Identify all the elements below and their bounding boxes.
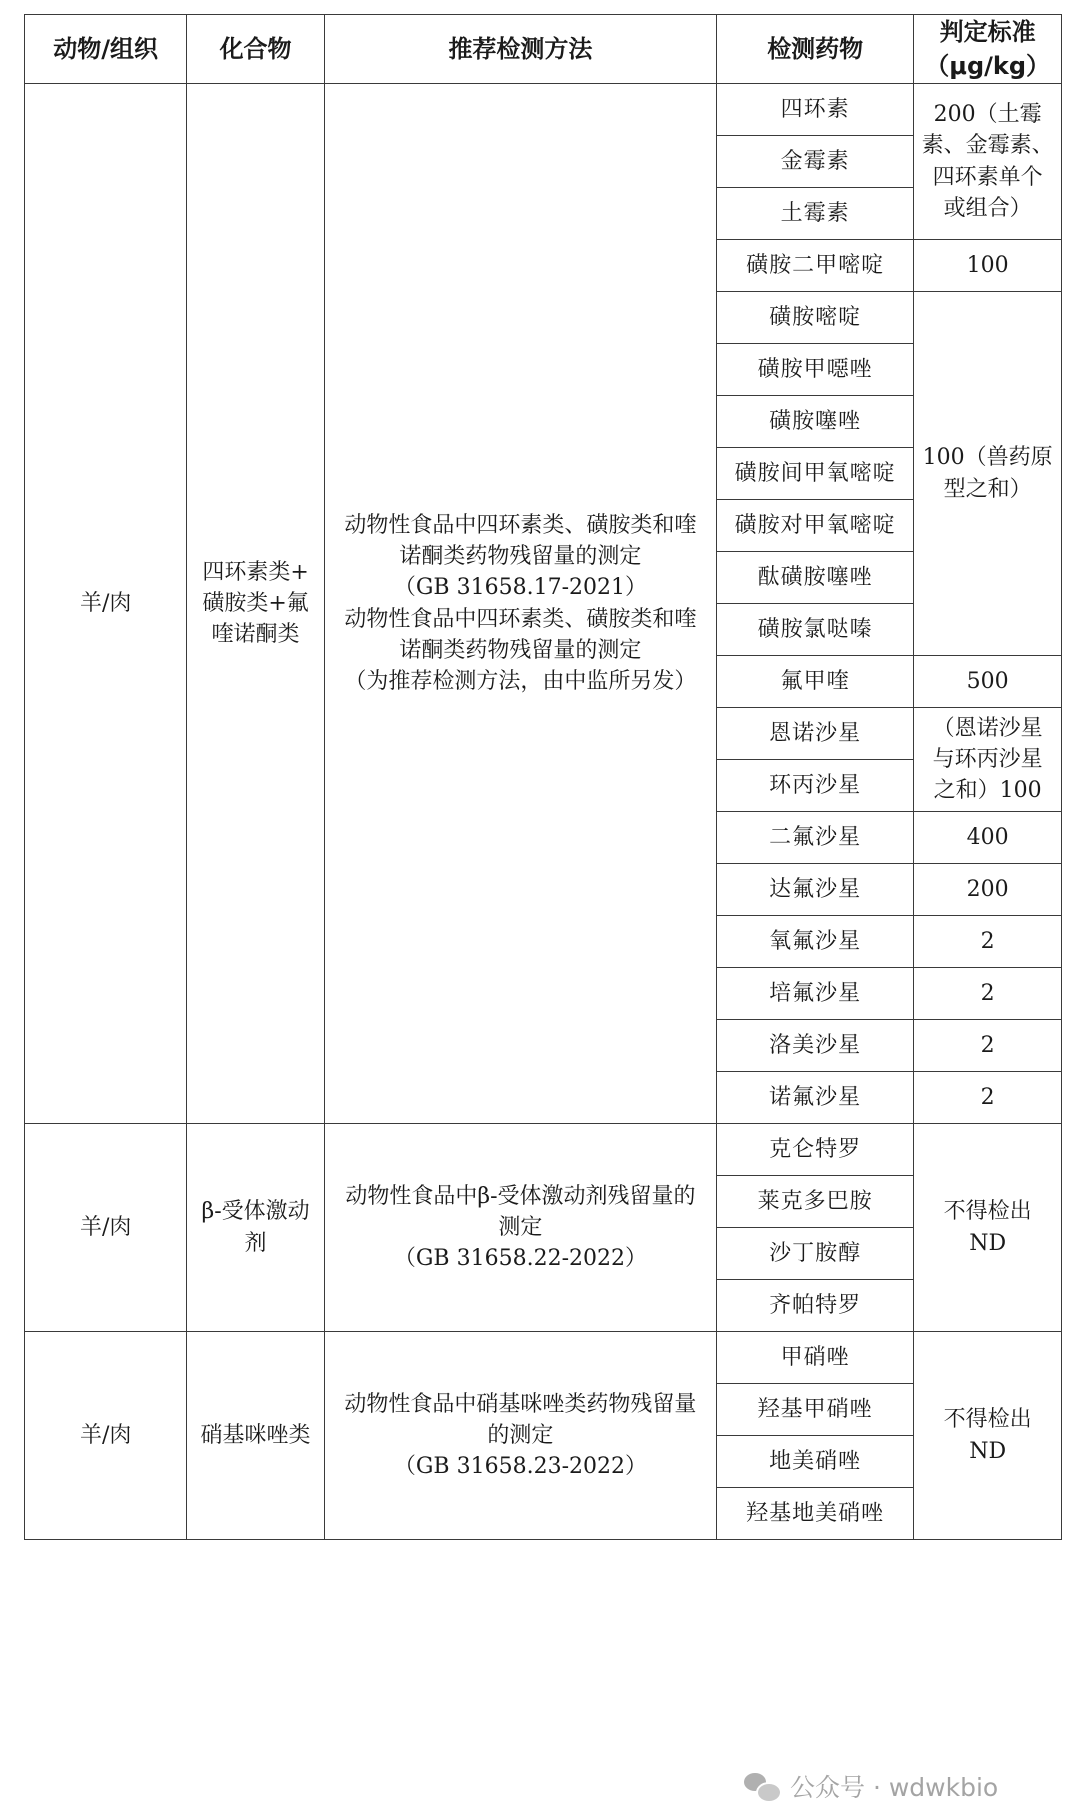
drug-cell: 达氟沙星 [717,864,914,916]
drug-cell: 克仑特罗 [717,1124,914,1176]
standard-cell: 200 [914,864,1062,916]
table-header-row [25,15,1062,84]
section1-compound [187,84,325,1124]
wechat-footer [744,1768,998,1804]
wechat-icon [744,1771,780,1801]
drug-cell: 磺胺二甲嘧啶 [717,240,914,292]
section2-compound-line: β-受体激动 [201,1199,310,1225]
section3-standard [914,1332,1062,1540]
standard-tetracyclines [914,84,1062,240]
section1-animal: 羊/肉 [25,84,187,1124]
table-row [25,84,1062,136]
standard-line: ND [969,1230,1007,1256]
standard-line: 不得检出 [943,1199,1032,1225]
standard-line: （恩诺沙星 [932,715,1043,741]
drug-cell: 洛美沙星 [717,1020,914,1072]
section1-method-line: 动物性食品中四环素类、磺胺类和喹 [344,606,697,632]
table-row [25,1332,1062,1384]
standard-cell: 2 [914,916,1062,968]
drug-cell: 四环素 [717,84,914,136]
section2-animal: 羊/肉 [25,1124,187,1332]
drug-cell: 磺胺甲噁唑 [717,344,914,396]
drug-cell: 羟基甲硝唑 [717,1384,914,1436]
drug-cell: 甲硝唑 [717,1332,914,1384]
section1-method-line: （GB 31658.17-2021） [393,575,647,601]
header-method: 推荐检测方法 [324,15,716,84]
section2-method-line: 动物性食品中β-受体激动剂残留量的 [345,1183,696,1209]
section2-compound-line: 剂 [244,1230,267,1256]
section1-method-line: 动物性食品中四环素类、磺胺类和喹 [344,512,697,538]
header-animal: 动物/组织 [25,15,187,84]
standard-line: 素、金霉素、 [921,133,1054,159]
standard-cell: 2 [914,1020,1062,1072]
standard-line: ND [969,1438,1007,1464]
drug-cell: 莱克多巴胺 [717,1176,914,1228]
drug-cell: 磺胺嘧啶 [717,292,914,344]
drug-cell: 环丙沙星 [717,760,914,812]
section3-method-line: 的测定 [487,1423,554,1449]
drug-cell: 齐帕特罗 [717,1280,914,1332]
section3-compound: 硝基咪唑类 [187,1332,325,1540]
header-standard-line1: 判定标准 [939,18,1036,46]
standard-cell: 500 [914,656,1062,708]
header-standard [914,15,1062,84]
section1-method-line: 诺酮类药物残留量的测定 [399,544,642,570]
standard-line: 之和）100 [933,778,1042,804]
drug-cell: 地美硝唑 [717,1436,914,1488]
drug-cell: 培氟沙星 [717,968,914,1020]
standard-line: 200（土霉 [933,102,1042,128]
drug-cell: 氧氟沙星 [717,916,914,968]
standard-line: 或组合） [943,195,1032,221]
section2-method-line: （GB 31658.22-2022） [393,1246,647,1272]
standard-enro-cipro [914,708,1062,812]
drug-cell: 沙丁胺醇 [717,1228,914,1280]
section1-compound-line: 喹诺酮类 [211,622,300,648]
standard-line: 型之和） [943,476,1032,502]
table-row [25,1124,1062,1176]
section1-method [324,84,716,1124]
drug-cell: 氟甲喹 [717,656,914,708]
drug-cell: 金霉素 [717,136,914,188]
drug-cell: 土霉素 [717,188,914,240]
header-drug: 检测药物 [717,15,914,84]
drug-cell: 恩诺沙星 [717,708,914,760]
section3-animal: 羊/肉 [25,1332,187,1540]
section2-compound [187,1124,325,1332]
section3-method-line: （GB 31658.23-2022） [393,1454,647,1480]
standard-line: 与环丙沙星 [932,747,1043,773]
standard-line: 100（兽药原 [922,445,1053,471]
standard-line: 四环素单个 [932,164,1043,190]
section1-compound-line: 四环素类+ [202,559,309,585]
drug-cell: 磺胺氯哒嗪 [717,604,914,656]
header-standard-line2: （μg/kg） [925,52,1051,81]
drug-cell: 磺胺间甲氧嘧啶 [717,448,914,500]
section2-method-line: 测定 [498,1215,543,1241]
drug-cell: 羟基地美硝唑 [717,1488,914,1540]
section1-method-line: （为推荐检测方法，由中监所另发） [344,669,697,695]
section2-standard [914,1124,1062,1332]
standard-cell: 2 [914,968,1062,1020]
section2-method [324,1124,716,1332]
standard-cell: 100 [914,240,1062,292]
drug-cell: 二氟沙星 [717,812,914,864]
standard-sulfonamides [914,292,1062,656]
residue-standard-table [24,14,1062,1540]
drug-cell: 磺胺噻唑 [717,396,914,448]
drug-cell: 酞磺胺噻唑 [717,552,914,604]
footer-text: 公众号 · wdwkbio [790,1773,999,1802]
section3-method [324,1332,716,1540]
drug-cell: 诺氟沙星 [717,1072,914,1124]
section1-method-line: 诺酮类药物残留量的测定 [399,637,642,663]
section3-method-line: 动物性食品中硝基咪唑类药物残留量 [344,1391,697,1417]
standard-cell: 400 [914,812,1062,864]
section1-compound-line: 磺胺类+氟 [202,591,309,617]
standard-cell: 2 [914,1072,1062,1124]
standard-line: 不得检出 [943,1407,1032,1433]
drug-cell: 磺胺对甲氧嘧啶 [717,500,914,552]
header-compound: 化合物 [187,15,325,84]
